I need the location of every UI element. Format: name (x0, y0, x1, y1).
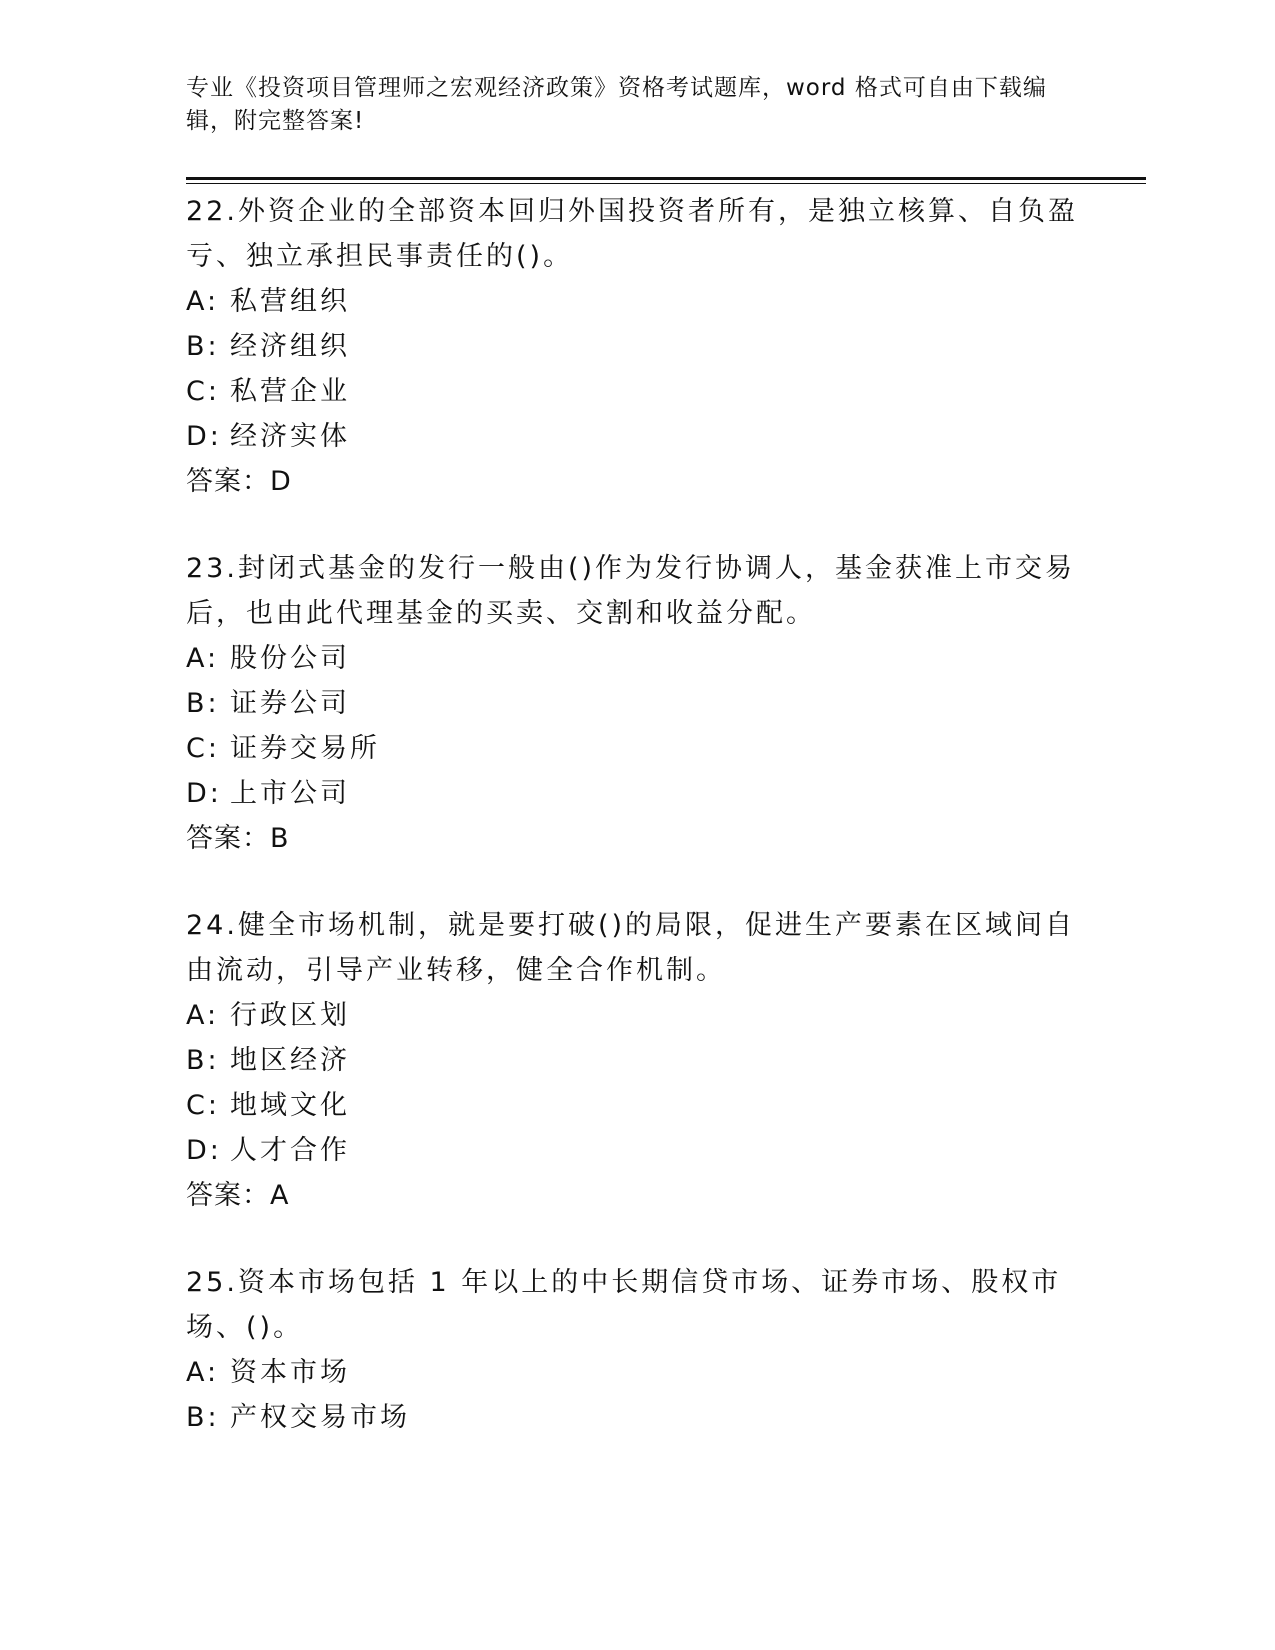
option-letter: C: (186, 376, 220, 407)
option-text: 证券公司 (230, 688, 350, 719)
option-b (186, 1395, 1086, 1440)
question-stem: 22.外资企业的全部资本回归外国投资者所有，是独立核算、自负盈亏、独立承担民事责任的()。 (186, 196, 1078, 272)
option-letter: C: (186, 733, 220, 764)
option-b (186, 324, 1086, 369)
option-text: 经济组织 (230, 331, 350, 362)
option-letter: B: (186, 1402, 220, 1433)
option-d (186, 771, 1086, 816)
question-stem: 23.封闭式基金的发行一般由()作为发行协调人，基金获准上市交易后，也由此代理基金的买卖、交割和收益分配。 (186, 553, 1076, 629)
answer-line: 答案：B (186, 823, 290, 854)
option-b (186, 1038, 1086, 1083)
option-letter: D: (186, 421, 222, 452)
option-letter: D: (186, 1135, 222, 1166)
document-header: 专业《投资项目管理师之宏观经济政策》资格考试题库，word 格式可自由下载编辑，附完整答案! (186, 75, 1047, 134)
option-a (186, 636, 1086, 681)
question-25 (186, 1260, 1086, 1440)
option-text: 资本市场 (230, 1357, 350, 1388)
option-letter: A: (186, 1000, 220, 1031)
option-a (186, 1350, 1086, 1395)
question-list (186, 189, 1086, 1482)
option-letter: B: (186, 688, 220, 719)
option-text: 私营企业 (230, 376, 350, 407)
question-22 (186, 189, 1086, 504)
question-23 (186, 546, 1086, 861)
option-a (186, 279, 1086, 324)
question-stem: 24.健全市场机制，就是要打破()的局限，促进生产要素在区域间自由流动，引导产业转移，健全合作机制。 (186, 910, 1076, 986)
answer-line: 答案：A (186, 1180, 290, 1211)
option-text: 行政区划 (230, 1000, 350, 1031)
question-stem: 25.资本市场包括 1 年以上的中长期信贷市场、证券市场、股权市场、()。 (186, 1267, 1062, 1343)
option-a (186, 993, 1086, 1038)
option-text: 上市公司 (230, 778, 350, 809)
option-text: 经济实体 (230, 421, 350, 452)
option-text: 股份公司 (230, 643, 350, 674)
option-text: 地域文化 (230, 1090, 350, 1121)
option-d (186, 414, 1086, 459)
option-letter: A: (186, 643, 220, 674)
header-divider-thin (186, 183, 1146, 184)
option-letter: B: (186, 1045, 220, 1076)
option-letter: C: (186, 1090, 220, 1121)
option-letter: A: (186, 286, 220, 317)
option-c (186, 1083, 1086, 1128)
option-text: 地区经济 (230, 1045, 350, 1076)
option-text: 产权交易市场 (230, 1402, 410, 1433)
option-letter: A: (186, 1357, 220, 1388)
header-divider-thick (186, 177, 1146, 180)
option-text: 私营组织 (230, 286, 350, 317)
option-b (186, 681, 1086, 726)
option-text: 人才合作 (230, 1135, 350, 1166)
option-c (186, 369, 1086, 414)
option-text: 证券交易所 (230, 733, 380, 764)
option-c (186, 726, 1086, 771)
option-letter: B: (186, 331, 220, 362)
answer-line: 答案：D (186, 466, 292, 497)
option-letter: D: (186, 778, 222, 809)
question-24 (186, 903, 1086, 1218)
option-d (186, 1128, 1086, 1173)
